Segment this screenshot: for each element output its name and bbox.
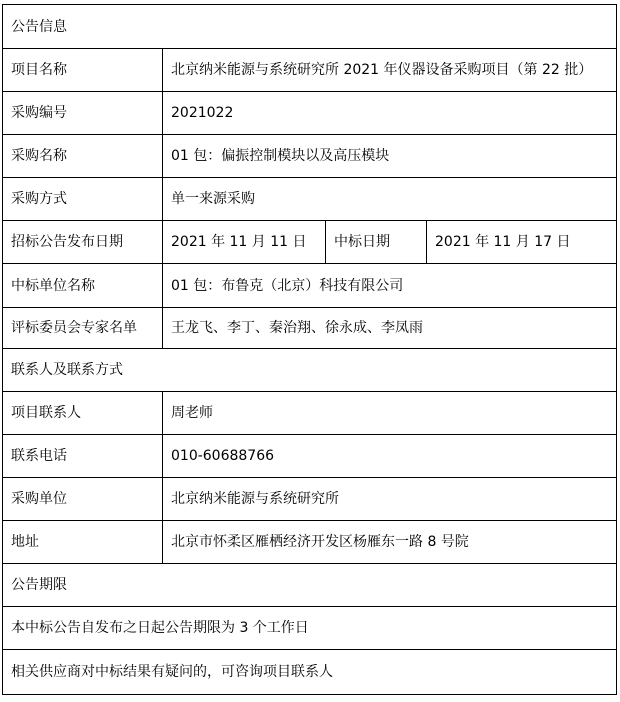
section-info-row — [3, 5, 617, 49]
section-contact-row — [3, 349, 617, 392]
purchase-method-value: 单一来源采购 — [163, 178, 617, 221]
purchase-name-value: 01 包：偏振控制模块以及高压模块 — [163, 135, 617, 178]
contact-phone-value: 010-60688766 — [163, 435, 617, 478]
publish-date-row — [3, 221, 617, 264]
experts-row — [3, 308, 617, 349]
purchase-unit-label: 采购单位 — [3, 478, 163, 521]
purchase-name-row — [3, 135, 617, 178]
section-period-heading: 公告期限 — [3, 564, 617, 607]
experts-value: 王龙飞、李丁、秦治翔、徐永成、李凤雨 — [163, 308, 617, 349]
footer-text: 相关供应商对中标结果有疑问的，可咨询项目联系人 — [3, 650, 617, 695]
purchase-unit-value: 北京纳米能源与系统研究所 — [163, 478, 617, 521]
winner-row — [3, 264, 617, 308]
project-name-value: 北京纳米能源与系统研究所 2021 年仪器设备采购项目（第 22 批） — [163, 49, 617, 92]
section-info-heading: 公告信息 — [3, 5, 617, 49]
period-text: 本中标公告自发布之日起公告期限为 3 个工作日 — [3, 607, 617, 650]
award-date-value: 2021 年 11 月 17 日 — [427, 221, 617, 264]
project-name-row — [3, 49, 617, 92]
section-contact-heading: 联系人及联系方式 — [3, 349, 617, 392]
purchase-no-value: 2021022 — [163, 92, 617, 135]
address-value: 北京市怀柔区雁栖经济开发区杨雁东一路 8 号院 — [163, 521, 617, 564]
winner-value: 01 包：布鲁克（北京）科技有限公司 — [163, 264, 617, 308]
section-period-row — [3, 564, 617, 607]
purchase-method-label: 采购方式 — [3, 178, 163, 221]
purchase-method-row — [3, 178, 617, 221]
footer-row — [3, 650, 617, 695]
contact-person-label: 项目联系人 — [3, 392, 163, 435]
contact-person-row — [3, 392, 617, 435]
experts-label: 评标委员会专家名单 — [3, 308, 163, 349]
purchase-no-label: 采购编号 — [3, 92, 163, 135]
winner-label: 中标单位名称 — [3, 264, 163, 308]
purchase-unit-row — [3, 478, 617, 521]
purchase-no-row — [3, 92, 617, 135]
publish-date-label: 招标公告发布日期 — [3, 221, 163, 264]
publish-date-value: 2021 年 11 月 11 日 — [163, 221, 326, 264]
address-row — [3, 521, 617, 564]
purchase-name-label: 采购名称 — [3, 135, 163, 178]
address-label: 地址 — [3, 521, 163, 564]
contact-person-value: 周老师 — [163, 392, 617, 435]
contact-phone-label: 联系电话 — [3, 435, 163, 478]
period-row — [3, 607, 617, 650]
project-name-label: 项目名称 — [3, 49, 163, 92]
award-date-label: 中标日期 — [326, 221, 427, 264]
award-notice-table — [2, 4, 617, 695]
contact-phone-row — [3, 435, 617, 478]
